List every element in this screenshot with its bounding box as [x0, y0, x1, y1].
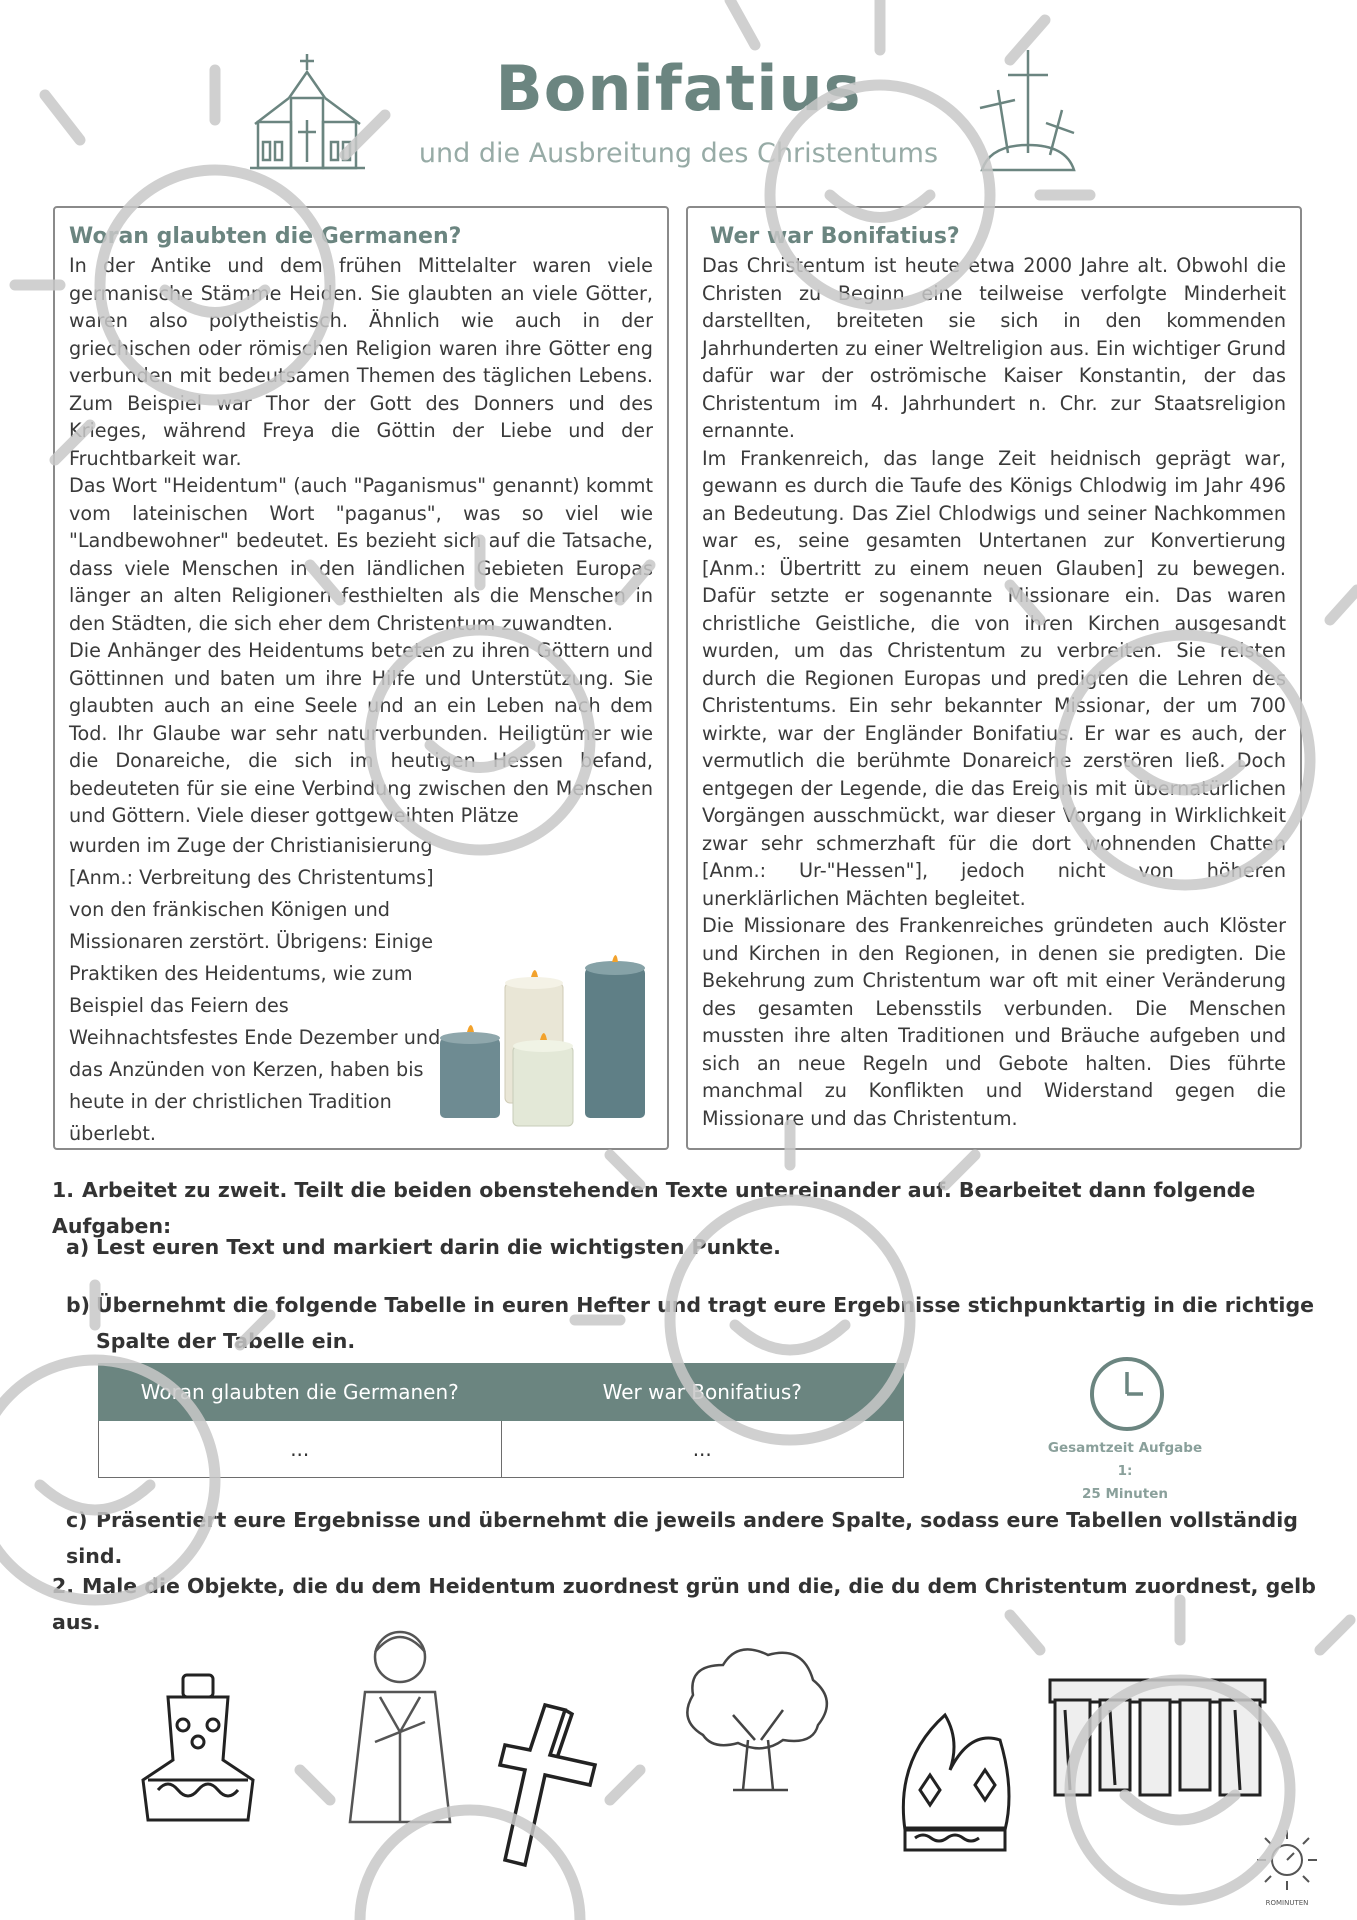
task-text: Male die Objekte, die du dem Heidentum zuordnest grün und die, die du dem Christentum zuordnest, gelb aus.: [52, 1574, 1316, 1634]
page-subtitle: und die Ausbreitung des Christentums: [418, 138, 939, 169]
task-letter: c): [66, 1508, 88, 1532]
time-note: [1040, 1437, 1210, 1506]
results-table: [98, 1363, 904, 1478]
table-header-germanen: Woran glaubten die Germanen?: [99, 1364, 502, 1421]
page-title: Bonifatius: [495, 52, 862, 125]
mitre-icon: [890, 1710, 1020, 1860]
paragraph: Im Frankenreich, das lange Zeit heidnisch geprägt war, gewann es durch die Taufe des Königs Chlodwig im Jahr 496 an Bedeutung. Das Ziel Chlodwigs und seiner Nachkommen war es, seine gesamten Untertanen zur Konvertierung [Anm.: Übertritt zu einem neuen Glauben] zu bewegen. Dafür setzte er sogenannte Missionare ein. Das waren christliche Geistliche, die von ihren Kirchen ausgesandt wurden, um das Christentum zu verbreiten. Sie reisten durch die Regionen Europas und predigten die Lehren des Christentums. Ein sehr bekannter Missionar, der um 700 wirkte, war der Engländer Bonifatius. Er war es auch, der vermutlich die berühmte Donareiche zerstören ließ. Doch entgegen der Legende, die das Ereignis mit übernatürlichen Vorgängen ausschmückt, war dieser Vorgang in Wirklichkeit zwar sehr schmerzhaft für die dort wohnenden Chatten [Anm.: Ur-"Hessen"], jedoch nicht von höheren unerklärlichen Mächten begleitet.: [702, 446, 1286, 910]
paragraph: Das Christentum ist heute etwa 2000 Jahre alt. Obwohl die Christen zu Beginn eine teilweise verfolgte Minderheit darstellten, breiteten sie sich in den kommenden Jahrhunderten zu einer Weltreligion aus. Ein wichtiger Grund dafür war der oströmische Kaiser Konstantin, der das Christentum im 4. Jahrhundert n. Chr. zur Staatsreligion ernannte.: [702, 254, 1286, 442]
task-1c: [66, 1502, 1336, 1574]
paragraph: Die Missionare des Frankenreiches gründeten auch Klöster und Kirchen in den Regionen, in denen sie predigten. Die Bekehrung zum Christentum war oft mit einer Veränderung des gesamten Lebensstils verbunden. Die Menschen mussten ihre alten Traditionen und Bräuche aufgeben und sich an neue Regeln und Gebote halten. Dies führte manchmal zu Konflikten und Widerstand gegen die Missionare und das Christentum.: [702, 914, 1286, 1130]
task-1b: [66, 1287, 1336, 1359]
task-1a: [66, 1229, 1336, 1265]
thors-hammer-icon: [128, 1670, 268, 1830]
brand-logo-icon: [1252, 1825, 1322, 1910]
task-text: Übernehmt die folgende Tabelle in euren Hefter und tragt eure Ergebnisse stichpunktartig in die richtige Spalte der Tabelle ein.: [96, 1293, 1315, 1353]
clock-icon: [1088, 1355, 1166, 1433]
cross-icon: [490, 1700, 610, 1870]
table-row: [99, 1421, 904, 1478]
paragraph: wurden im Zuge der Christianisierung [Anm.: Verbreitung des Christentums] von den fränkischen Königen und Missionaren zerstört. Übrigens: Einige Praktiken des Heidentums, wie zum Beispiel das Feiern des Weihnachtsfestes Ende Dezember und das Anzünden von Kerzen, haben bis heute in der christlichen Tradition überlebt.: [69, 833, 441, 1145]
box-title-germanen: Woran glaubten die Germanen?: [69, 224, 462, 249]
paragraph: Das Wort "Heidentum" (auch "Paganismus" genannt) kommt vom lateinischen Wort "paganus", was so viel wie "Landbewohner" bedeutet. Es bezieht sich auf die Tatsache, dass viele Menschen in den ländlichen Gebieten Europas länger an alten Religionen festhielten als die Menschen in den Städten, die sich eher dem Christentum zuwandten.: [69, 474, 653, 635]
task-2: [52, 1568, 1342, 1640]
task-letter: a): [66, 1235, 90, 1259]
task-text: Präsentiert eure Ergebnisse und übernehmt die jeweils andere Spalte, sodass eure Tabellen vollständig sind.: [66, 1508, 1298, 1568]
table-header-bonifatius: Wer war Bonifatius?: [501, 1364, 904, 1421]
task-letter: b): [66, 1293, 91, 1317]
paragraph: Die Anhänger des Heidentums beteten zu ihren Göttern und Göttinnen und baten um ihre Hilfe und Unterstützung. Sie glaubten auch an eine Seele und an ein Leben nach dem Tod. Ihr Glaube war sehr naturverbunden. Heiligtümer wie die Donareiche, die sich im heutigen Hessen befand, bedeuteten für sie eine Verbindung zwischen den Menschen und Göttern. Viele dieser gottgeweihten Plätze: [69, 639, 653, 827]
stonehenge-icon: [1040, 1650, 1275, 1800]
candles-image: [435, 928, 660, 1133]
monk-icon: [335, 1622, 465, 1832]
table-cell: ...: [99, 1421, 502, 1478]
table-cell: ...: [501, 1421, 904, 1478]
brand-text: ROMINUTEN: [1265, 1899, 1309, 1907]
text-box-germanen: [53, 206, 669, 1150]
time-label: Gesamtzeit Aufgabe 1:: [1047, 1440, 1203, 1479]
task-text: Arbeitet zu zweit. Teilt die beiden obenstehenden Texte untereinander auf. Bearbeitet dann folgende Aufgaben:: [52, 1178, 1256, 1238]
box-title-bonifatius: Wer war Bonifatius?: [710, 224, 960, 249]
oak-tree-icon: [673, 1640, 838, 1805]
task-number: 1.: [52, 1178, 75, 1202]
task-text: Lest euren Text und markiert darin die wichtigsten Punkte.: [96, 1235, 781, 1259]
task-number: 2.: [52, 1574, 75, 1598]
paragraph: In der Antike und dem frühen Mittelalter waren viele germanische Stämme Heiden. Sie glaubten an viele Götter, waren also polytheistisch. Ähnlich wie auch in der griechischen oder römischen Religion waren ihre Götter eng verbunden mit bedeutsamen Themen des täglichen Lebens. Zum Beispiel war Thor der Gott des Donners und des Krieges, während Freya die Göttin der Liebe und der Fruchtbarkeit war.: [69, 254, 653, 470]
text-box-bonifatius: [686, 206, 1302, 1150]
time-value: 25 Minuten: [1082, 1486, 1168, 1502]
